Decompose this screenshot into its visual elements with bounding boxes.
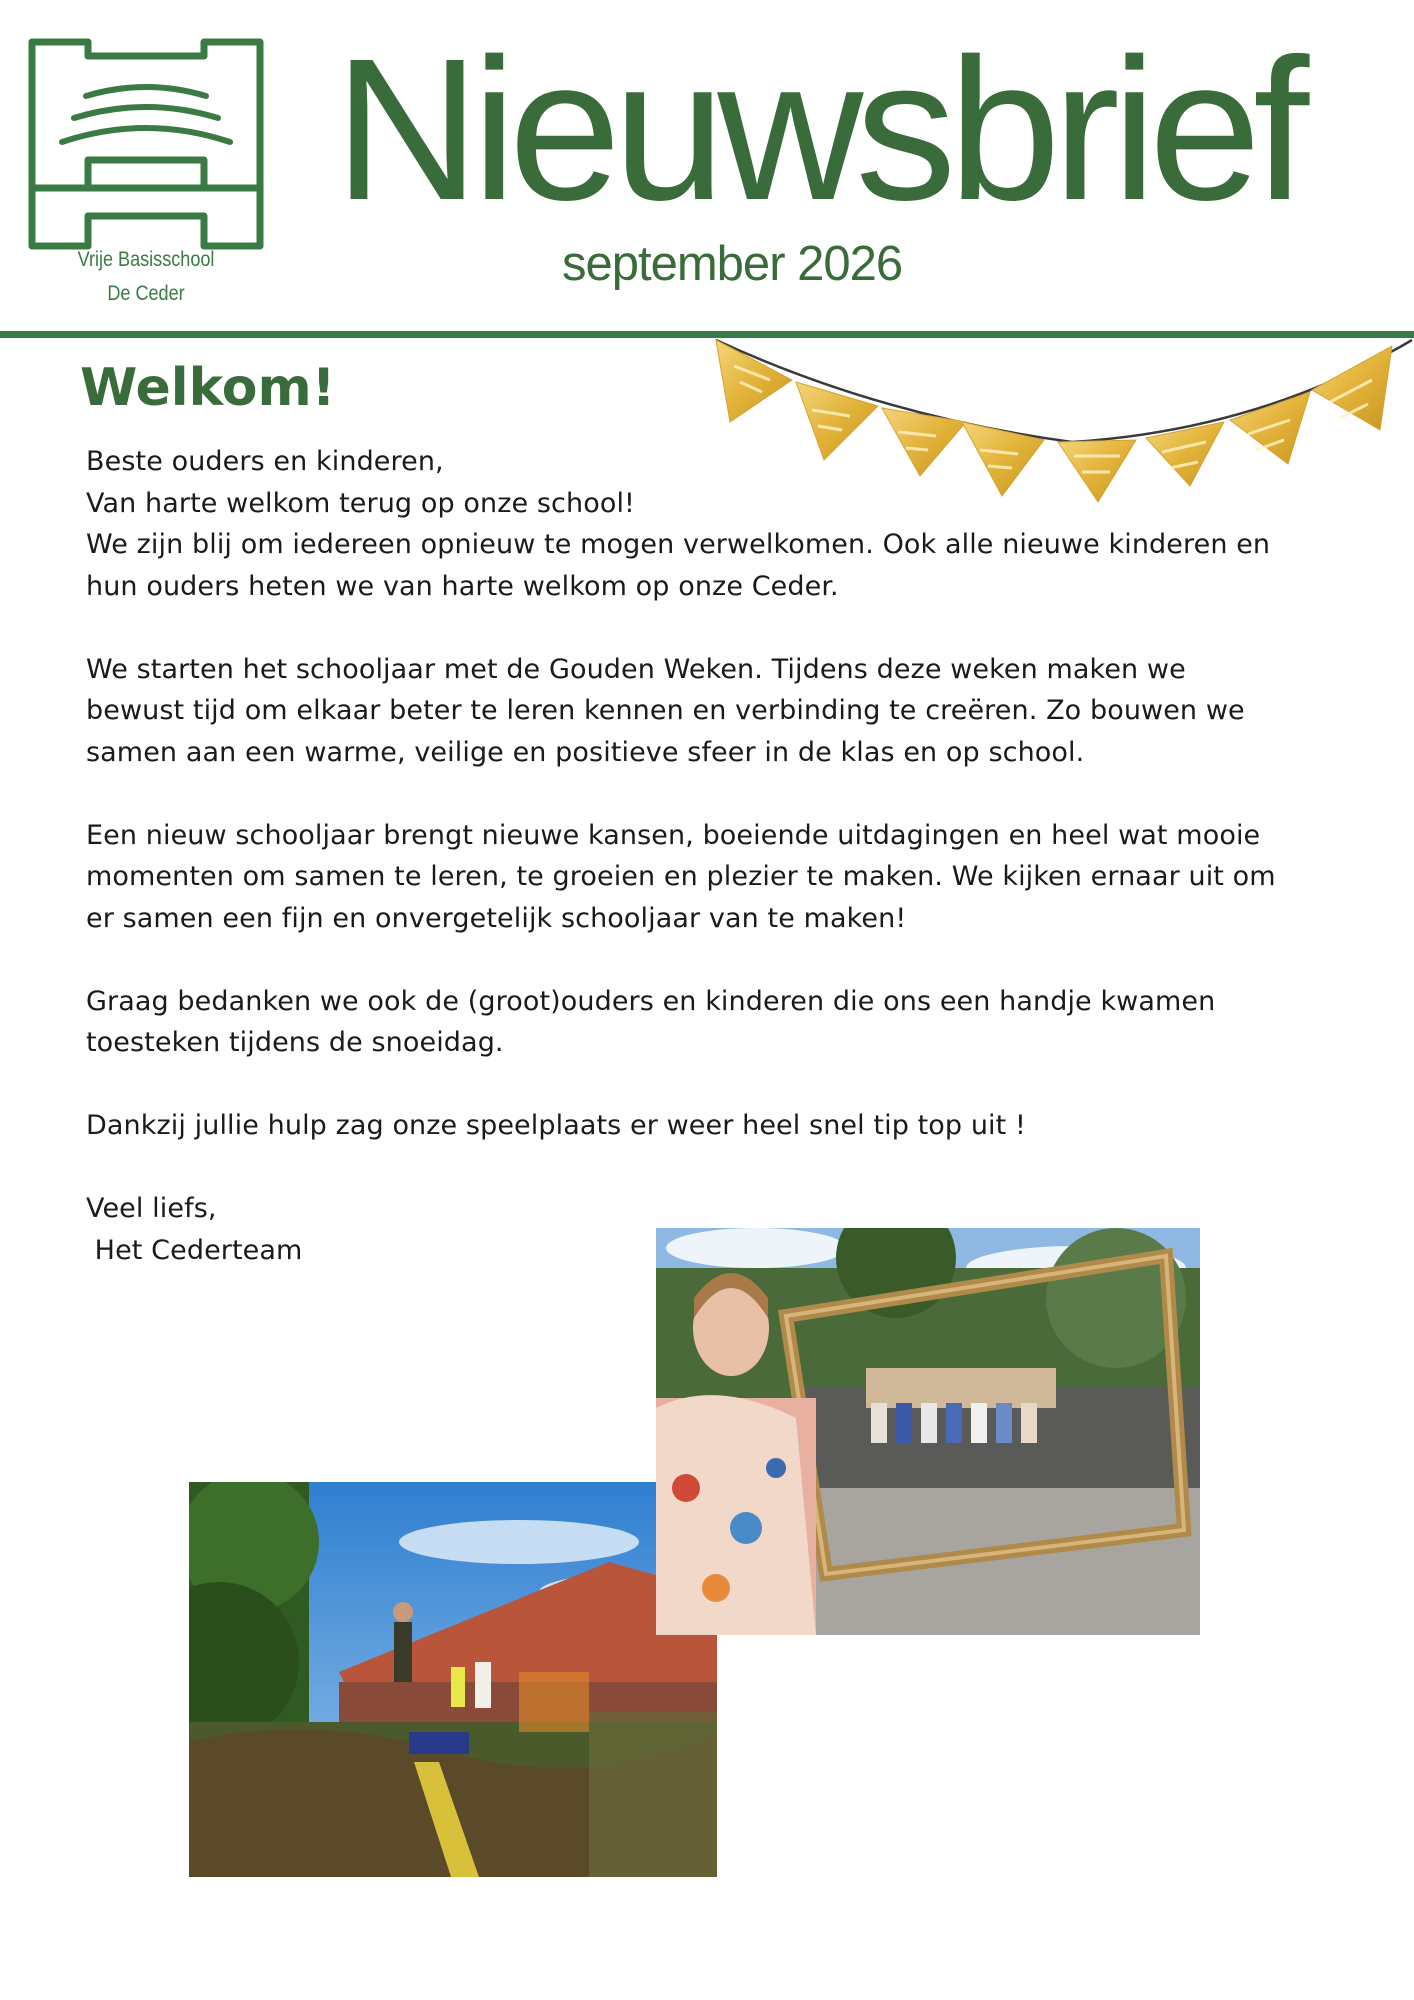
- article-heading: Welkom!: [80, 358, 336, 418]
- text-line: We zijn blij om iedereen opnieuw te mogen verwelkomen. Ook alle nieuwe kinderen en: [86, 529, 1271, 560]
- text-line: Veel liefs,: [86, 1193, 217, 1224]
- text-line: Dankzij jullie hulp zag onze speelplaats er weer heel snel tip top uit !: [86, 1110, 1026, 1141]
- text-line: Van harte welkom terug op onze school!: [86, 487, 635, 519]
- text-line: samen aan een warme, veilige en positieve sfeer in de klas en op school.: [86, 736, 1085, 768]
- paragraph-3: [86, 815, 1336, 940]
- page-subtitle: september 2026: [562, 237, 903, 291]
- logo-text-line1: Vrije Basisschool: [77, 248, 215, 271]
- text-line: Het Cederteam: [86, 1234, 303, 1266]
- text-line: Beste ouders en kinderen,: [86, 446, 444, 477]
- text-line: toesteken tijdens de snoeidag.: [86, 1027, 504, 1058]
- logo-text-line2: De Ceder: [107, 282, 185, 305]
- paragraph-2: [86, 649, 1336, 774]
- text-line: We starten het schooljaar met de Gouden Weken. Tijdens deze weken maken we: [86, 653, 1186, 685]
- paragraph-1: [86, 524, 1336, 607]
- teacher-with-frame-photo: [656, 1228, 1200, 1635]
- greeting: [86, 441, 1336, 524]
- garden-work-photo: [189, 1482, 717, 1877]
- text-line: Graag bedanken we ook de (groot)ouders en kinderen die ons een handje kwamen: [86, 985, 1216, 1017]
- text-line: hun ouders heten we van harte welkom op onze Ceder.: [86, 570, 839, 602]
- school-logo-icon: [28, 38, 264, 250]
- text-line: momenten om samen te leren, te groeien en plezier te maken. We kijken ernaar uit om: [86, 861, 1276, 892]
- article-body: [86, 441, 1336, 1271]
- paragraph-5: [86, 1105, 1336, 1147]
- page-title: Nieuwsbrief: [334, 16, 1302, 242]
- text-line: bewust tijd om elkaar beter te leren kennen en verbinding te creëren. Zo bouwen we: [86, 695, 1245, 726]
- text-line: Een nieuw schooljaar brengt nieuwe kansen, boeiende uitdagingen en heel wat mooie: [86, 819, 1261, 851]
- paragraph-4: [86, 981, 1336, 1064]
- text-line: er samen een fijn en onvergetelijk schooljaar van te maken!: [86, 902, 907, 934]
